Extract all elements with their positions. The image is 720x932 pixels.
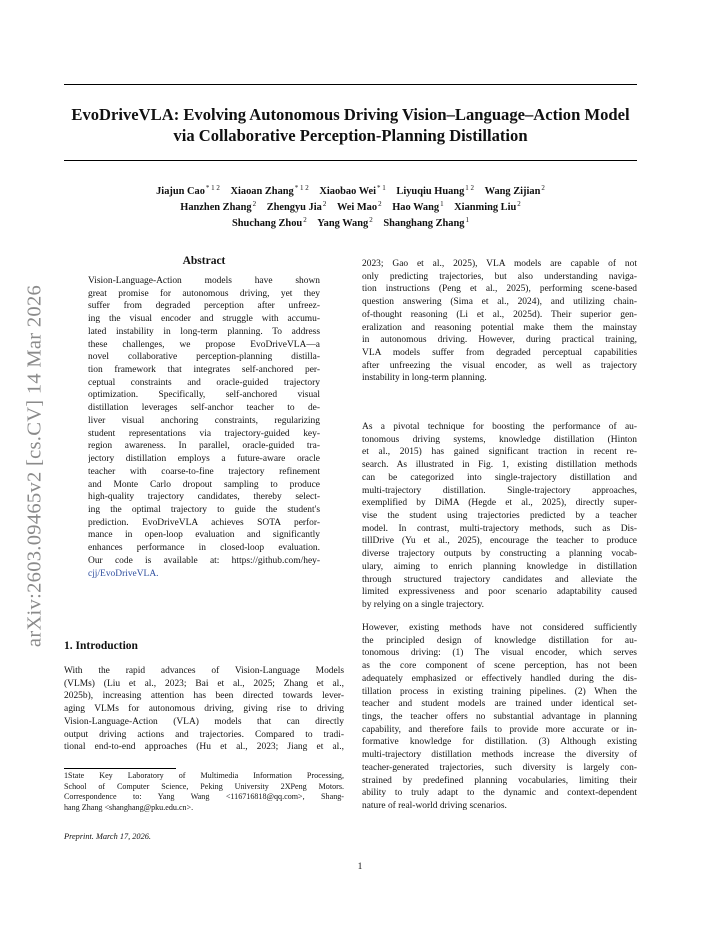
footnote-line: 1State Key Laboratory of Multimedia Information Processing, — [64, 771, 344, 780]
text-line: capability, and therefore fails to provide more accurate or in- — [362, 724, 637, 735]
text-line: 2025b), increasing attention has been directed towards lever- — [64, 691, 344, 702]
paper-title — [64, 104, 637, 146]
text-line: mance in open-loop evaluation and significantly — [88, 530, 320, 541]
text-line: eralization and reasoning potential make them the mainstay — [362, 322, 637, 333]
footnote-line: School of Computer Science, Peking University 2XPeng Motors. — [64, 781, 344, 791]
text-line: liver visual anchoring constraints, regularizing — [88, 415, 320, 426]
text-line: Vision-Language-Action (VLA) models that can directly — [64, 716, 344, 727]
title-top-rule — [64, 84, 637, 85]
text-line: search. As illustrated in Fig. 1, existing distillation methods — [362, 460, 637, 471]
text-line: as the core component of scene perception, has not been — [362, 661, 637, 672]
text-line: teacher with coarse-to-fine trajectory refinement — [88, 466, 320, 477]
text-line: the principled design of knowledge distillation for au- — [362, 635, 637, 646]
text-line: instability in long-term planning. — [362, 373, 487, 384]
text-line: question answering (Sima et al., 2024), and utilizing chain- — [362, 297, 637, 308]
text-line: adequately emphasized or effectively handled during the dis- — [362, 673, 637, 684]
text-line: tion instructions (Peng et al., 2025), performing scene-based — [362, 284, 637, 295]
affiliation-footnote — [64, 771, 344, 814]
author: Shanghang Zhang$^1$ — [383, 216, 469, 229]
author: Hao Wang$^1$ — [392, 200, 444, 213]
section-heading: 1. Introduction — [64, 640, 138, 652]
author: Jiajun Cao$^{* 1 2}$ — [156, 184, 220, 197]
author: Wang Zijian$^2$ — [484, 184, 545, 197]
text-line: ing the visual encoder and struggle with accumu- — [88, 314, 320, 325]
text-line: tings, the teacher offers no substantial advantage in planning — [362, 712, 637, 723]
text-line: distillation leverages self-anchor teacher to de- — [88, 403, 320, 414]
text-line: can be categorized into single-trajectory distillation and — [362, 472, 637, 483]
text-line: However, existing methods have not considered sufficiently — [362, 623, 637, 633]
text-line: aging VLMs for autonomous driving, giving rise to driving — [64, 704, 344, 715]
text-line: student representations via trajectory-guided key- — [88, 428, 320, 439]
text-line: VLA models suffer from degraded perceptual capabilities — [362, 348, 637, 359]
author: Hanzhen Zhang$^2$ — [180, 200, 257, 213]
text-line: strained by predefined planning vocabularies, limiting their — [362, 775, 637, 786]
text-line: et al., 2015) has gained significant traction in recent re- — [362, 447, 637, 458]
text-line: through structured trajectory candidates and alleviate the — [362, 574, 637, 585]
text-line: tional end-to-end approaches (Hu et al., 2023; Jiang et al., — [64, 742, 344, 753]
text-line: model. In contrast, multi-trajectory methods, such as Dis- — [362, 523, 637, 534]
author-row — [64, 216, 637, 232]
author-list — [64, 184, 637, 232]
text-line: high-quality trajectory candidates, thereby select- — [88, 492, 320, 503]
text-line: optimization. Specifically, self-anchored visual — [88, 390, 320, 401]
text-line: multi-trajectory distillation methods increase the diversity of — [362, 750, 637, 761]
text-line: output driving actions and trajectories. Compared to tradi- — [64, 729, 344, 740]
text-line: prediction. EvoDriveVLA achieves SOTA perfor- — [88, 517, 320, 528]
text-line: lated instability in long-term planning. To address — [88, 326, 320, 337]
text-line: jectory distillation employs a future-aware oracle — [88, 454, 320, 465]
text-line: With the rapid advances of Vision-Language Models — [64, 666, 344, 676]
author: Liyuqiu Huang$^{1 2}$ — [396, 184, 475, 197]
text-line: tillation process in existing training pipelines. (2) When the — [362, 686, 637, 697]
footnote-line: hang Zhang <shanghang@pku.edu.cn>. — [64, 803, 194, 813]
text-line: great promise for autonomous driving, yet they — [88, 288, 320, 299]
arxiv-stamp: arXiv:2603.09465v2 [cs.CV] 14 Mar 2026 — [23, 284, 46, 648]
text-line: tillDrive (Yu et al., 2025), encourage the teacher to produce — [362, 536, 637, 547]
text-line: novel collaborative perception-planning distilla- — [88, 352, 320, 363]
text-line: region awareness. In parallel, oracle-guided tra- — [88, 441, 320, 452]
text-line: of-thought reasoning (Li et al., 2025d). Their superior gen- — [362, 309, 637, 320]
text-line: nature of real-world driving scenarios. — [362, 801, 507, 812]
footnote-rule — [64, 768, 176, 769]
abstract-body — [88, 275, 320, 580]
text-line: and Monte Carlo dropout sampling to produce — [88, 479, 320, 490]
author: Xiaoan Zhang$^{* 1 2}$ — [230, 184, 309, 197]
text-line: suffer from degraded perception after unfreez- — [88, 301, 320, 312]
text-line: teacher and student models are trained under identical set- — [362, 699, 637, 710]
title-line: EvoDriveVLA: Evolving Autonomous Driving Vision–Language–Action Model — [71, 105, 630, 124]
author-row — [64, 200, 637, 216]
preprint-date: Preprint. March 17, 2026. — [64, 832, 151, 841]
author: Shuchang Zhou$^2$ — [232, 216, 307, 229]
text-line: in autonomous driving. However, during practical training, — [362, 335, 637, 346]
text-line: only predicting trajectories, but also understanding naviga- — [362, 271, 637, 282]
text-line: formative knowledge for distillation. (3) Although existing — [362, 737, 637, 748]
text-line: limited expressiveness and poor scenario adaptability caused — [362, 587, 637, 598]
text-line: tonomous driving systems, knowledge distillation (Hinton — [362, 434, 637, 445]
author: Yang Wang$^2$ — [317, 216, 373, 229]
intro-paragraph — [64, 665, 344, 754]
page-number: 1 — [357, 862, 363, 872]
abstract-heading: Abstract — [182, 255, 226, 267]
title-bottom-rule — [64, 160, 637, 161]
text-line: these challenges, we propose EvoDriveVLA—a — [88, 339, 320, 350]
text-line: tonomous driving: (1) The visual encoder, which serves — [362, 648, 637, 659]
author: Xianming Liu$^2$ — [454, 200, 521, 213]
intro-paragraph — [362, 258, 637, 385]
text-line: after unfreezing the visual encoder, as well as trajectory — [362, 360, 637, 371]
text-line: tion framework that integrates self-anchored per- — [88, 365, 320, 376]
author: Xiaobao Wei$^{* 1}$ — [319, 184, 386, 197]
author: Wei Mao$^2$ — [336, 200, 382, 213]
code-link-line[interactable]: cjj/EvoDriveVLA. — [88, 568, 159, 579]
footnote-line: Correspondence to: Yang Wang <116716818@qq.com>, Shang- — [64, 792, 344, 802]
text-line: diverse trajectory outputs by constructing a planning vocab- — [362, 549, 637, 560]
text-line: by relying on a single trajectory. — [362, 600, 485, 611]
title-line: via Collaborative Perception-Planning Distillation — [173, 126, 528, 145]
intro-paragraph — [362, 421, 637, 612]
text-line: enhances performance in closed-loop evaluation. — [88, 543, 320, 554]
text-line: 2023; Gao et al., 2025), VLA models are capable of not — [362, 259, 637, 269]
intro-paragraph — [362, 622, 637, 813]
text-line: Vision-Language-Action models have shown — [88, 276, 320, 286]
text-line: ulary, aiming to enrich planning knowledge in distillation — [362, 561, 637, 572]
text-line: multi-trajectory distillation. Single-trajectory approaches, — [362, 485, 637, 496]
text-line: exemplified by DiMA (Hegde et al., 2025), directly super- — [362, 498, 637, 509]
text-line: teacher-generated trajectories, such diversity is largely con- — [362, 762, 637, 773]
code-link-line[interactable]: Our code is available at: https://github.com/hey- — [88, 555, 320, 566]
text-line: ing the optimal trajectory to guide the student's — [88, 504, 320, 515]
author-row — [64, 184, 637, 200]
text-line: (VLMs) (Liu et al., 2023; Bai et al., 2025; Zhang et al., — [64, 678, 344, 689]
text-line: ceptual constraints and oracle-guided trajectory — [88, 377, 320, 388]
author: Zhengyu Jia$^2$ — [266, 200, 327, 213]
text-line: vise the student using trajectories predicted by a teacher — [362, 511, 637, 522]
text-line: As a pivotal technique for boosting the performance of au- — [362, 422, 637, 432]
text-line: ability to truly adapt to the dynamic and context-dependent — [362, 788, 637, 799]
